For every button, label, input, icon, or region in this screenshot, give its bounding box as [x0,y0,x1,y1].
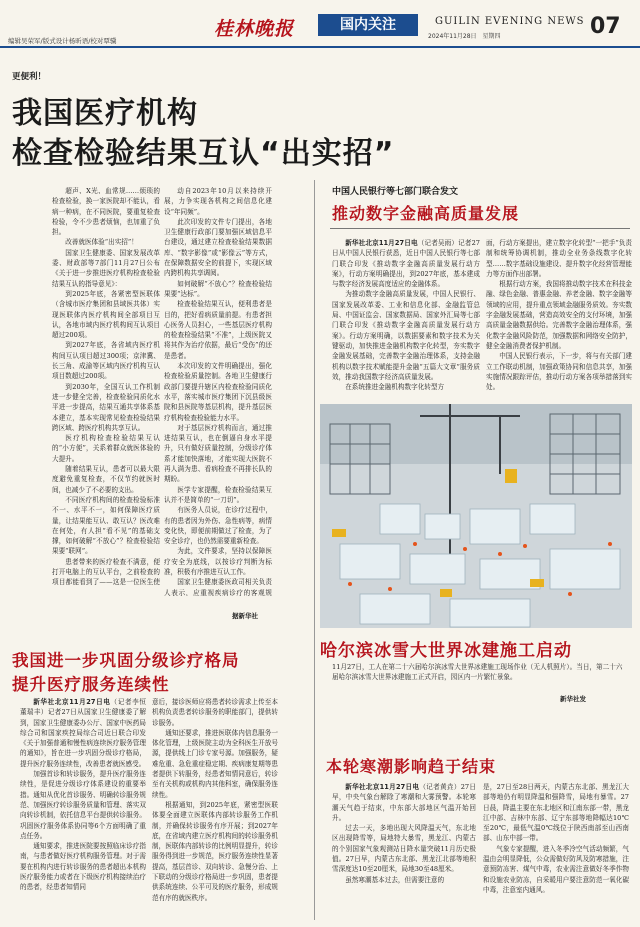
harbin-headline: 哈尔滨冰雪大世界冰建施工启动 [320,641,572,661]
photo-illustration [320,404,632,628]
paragraph: 是，27日至28日两天，内蒙古东北部、黑龙江大部等地仍有明显降温和强降雪，局地有暴雪。27日晨，降温主要在东北地区和江南东部一带，黑龙江中部、吉林中东部、辽宁东部等地降幅达10℃至20℃，最低气温0℃线位于陕西南部至山西南部、山东中部一带。 [483,783,629,843]
paragraph: 改善就医体验“出实招”！ [65,238,138,247]
paragraph: 虽然寒潮基本过去，但需要注意的 [345,875,445,884]
paragraph: 到2030年，全国互认工作机制进一步健全完善，检查检验同质化水平进一步提高，结果互通共享体系基本建立，基本实现常见检查检验结果跨区域、跨医疗机构共享互认。 [52,382,160,432]
harbin-photo-caption: 11月27日，工人在第二十六届哈尔滨冰雪大世界冰建施工现场作业（无人机照片）。当日，第二十六届哈尔滨冰雪大世界冰建施工正式开启，园区内一片繁忙景象。 [332,663,623,682]
tiers-body-column-2 [152,697,278,927]
reporter: （记者黄垚） [419,783,461,791]
paragraph: 加强首诊和转诊服务，提升医疗服务连续性，是促进分级诊疗体系建设的重要举措。通知从优化首诊服务、明确转诊服务规范、加强医疗转诊服务质量和管理、落实双向转诊机制，依托信息平台提供转诊服务。巩固医疗服务体系协同等6个方面明确了重点任务。 [20,770,146,840]
paragraph: 超声、X光、血常规……烦琐的检查检验，换一家医院却不能认，看病一种病，在不同医院，要重复检查检验，令不少患者烦恼，也加重了负担。 [52,187,160,237]
newspaper-logo: 桂林晚报 [214,18,295,40]
lead-headline-line1: 我国医疗机构 [12,96,198,131]
lead-body-column-1 [52,186,160,586]
page-number: 07 [590,14,621,39]
lead-body-column-2 [164,186,272,596]
paragraph: 国家卫生健康委医政司相关负责人表示，应重视疾病诊疗的客观规 [164,578,272,596]
dateline: 新华社北京11月27日电 [345,783,420,791]
lead-kicker: 更便利！ [12,72,47,82]
dateline: 新华社北京11月27日电 [33,698,111,706]
paragraph: 如何破解“不放心”？检查检验结果要“达标”。 [164,279,272,298]
header-divider [0,46,640,48]
paragraph: 根据通知，到2025年底，紧密型医联体要全面建立医联体内部转诊服务工作机制，并确保转诊服务有序开展；到2027年底，在省域内建立医疗机构间的转诊服务机制，医联体内部转诊的比例明显提升，转诊服务得到进一步规范，医疗服务连续性显著提高，基层首诊、双向转诊、急慢分治、上下联动的分级诊疗格局进一步巩固，患者提供系统连续、公平可及的医疗服务，形成规范有序的就医秩序。 [152,800,278,902]
paragraph: 为推动数字金融高质量发展，中国人民银行、国家发展改革委、工业和信息化部、金融监管总局、中国证监会、国家数据局、国家外汇局等七部门联合印发《推动数字金融高质量发展行动方案》。行动方案明确，以数据要素和数字技术为关键驱动，加快推进金融机构数字化转型，夯实数字金融发展基础，完善数字金融治理体系，支持金融机构以数字技术赋能提升金融“五篇大文章”服务质效，推动我国数字经济高质量发展。 [332,290,480,381]
finance-body-column-1 [332,238,480,398]
reporter: （记者吴雨） [417,239,459,247]
tiers-headline-line2: 提升医疗服务连续性 [12,675,170,694]
paragraph: 根据行动方案，我国将推动数字技术在科技金融、绿色金融、普惠金融、养老金融、数字金融等领域的应用，提升重点领域金融服务质效。夯实数字金融发展基础，营造高效安全的支付环境，加强高质量金融数据供给。完善数字金融治理体系，强化数字金融风险防范，加强数据和网络安全防护，健全金融消费者保护机制。 [486,280,632,350]
paragraph: 医疗机构检查检验结果互认的“小方便”，关系着群众就医体验的大提升。 [52,434,160,463]
paragraph: 到2025年底，各紧密型医联体（含城市医疗集团和县域医共体）实现医联体内医疗机构间全部项目互认，各地市域内医疗机构间互认项目超过200项。 [52,289,160,340]
paragraph: 记者27日从国家卫生健康委了解到，国家卫生健康委办公厅、国家中医药局综合司和国家疾控局综合司近日联合印发《关于加强普通和慢性病连续医疗服务管理的通知》，旨在进一步巩固分级诊疗格局，提升医疗服务连续性，改善患者就医感受。 [20,708,146,768]
paper-name-english: GUILIN EVENING NEWS [435,16,585,27]
column-divider [314,180,315,920]
paragraph: 动自2023年10月以来持续开展，力争实现各机构之间信息化建设“年同频”。 [164,187,272,216]
harbin-ice-construction-photo [320,404,632,628]
paragraph: 通知还要求，推进医联体内信息服务一体化管理，上级医院主动为全科医生开放号源，提供线上门诊专家号源。加强服务，疑难危重、急危重症稳定期、疾病康复期等患者提供下转服务，经患者知情同意后，转诊至有关机构或机构内其他科室，确保服务连续性。 [152,728,278,799]
paragraph: 面，行动方案提出，建立数字化转型“一把手”负责制和统筹协调机制，推动全业务条线数字化转型……数字基础设施建设、提升数字化经营管理能力等方面作出部署。 [486,239,632,278]
paragraph: 气象专家提醒，进入冬季冷空气活动频繁，气温由会明显降低，公众需做好防风及防寒措施，注意预防冻害、煤气中毒，农业需注意做好冬季作物和设施农业防冻，自采暖用户要注意防范一氧化碳中毒，注意室内通风。 [483,844,629,894]
paragraph: 有医务人员说，在诊疗过程中，有的患者因为外伤、急性病等，病情变化快，即便前期做过了检查，为了安全诊疗，也仍然需要重新检查。 [164,506,272,546]
paragraph: 为此，文件要求，坚持以保障医疗安全为底线，以按诊疗判断为标准，积极有序推进互认工作。 [164,547,272,576]
dateline: 新华社北京11月27日电 [345,239,418,247]
editor-credits: 编辑吴荣军/版式设计杨昕语/校对覃骥 [8,37,117,45]
paragraph: 本次印发的文件明确提出，强化检查检验质量控制。各地卫生健康行政部门要提升辖区内检查检验同质化水平，落实城市医疗集团下沉县级医院和县医院等基层机构，提升基层医疗机构检查检验能力水平。 [164,362,272,422]
paragraph: 到2027年底，各省域内医疗机构间互认项目超过300项；京津冀、长三角、成渝等区域内医疗机构互认项目数超过200项。 [52,341,160,381]
paragraph: 中国人民银行表示，下一步，将与有关部门建立工作联动机制，加强政策协同和信息共享，加强实施情况跟踪评估，推动行动方案各项举措落到实处。 [486,352,632,392]
paragraph: 过去一天，多地出现大风降温天气，东北地区出现降雪等，局地特大暴雪，黑龙江、内蒙古的个别国家气象观测站日降水量突破11月历史极值。27日早，内蒙古东北部、黑龙江北部等地积雪深度达10至20厘米，局地30至48厘米。 [332,824,476,874]
lead-source-credit: 据新华社 [232,612,258,620]
paragraph: 此次印发的文件专门提出，各地卫生健康行政部门要加强区域信息平台建设，通过建立检查检验结果数据库、“数字影像”或“影像云”等方式，在保障数据安全的前提下，实现区域内跨机构共享调阅。 [164,217,272,278]
paragraph: 对于基层医疗机构而言，通过推进结果互认，也在倒逼自身水平提升，只有做好质量控制，分级诊疗体系才能加快落地，才能实现大医院不再人满为患、看病检查不再排长队的期盼。 [164,423,272,484]
paragraph: 27日早，中央气象台解除了寒潮和大雾预警。本轮寒潮天气趋于结束，中东部大部地区气温开始回升。 [332,783,476,822]
paragraph: 记者27日从中国人民银行获悉，近日中国人民银行等七部门联合印发《推动数字金融高质量发展行动方案》，行动方案明确提出，到2027年底，基本建成与数字经济发展高度适应的金融体系。 [332,239,480,289]
paragraph: 患者带来的医疗检查不满意，便打开电脑上的互认平台，之前检查的项目都能看到了——这是一位医生使 [52,557,160,586]
coldwave-headline: 本轮寒潮影响趋于结束 [326,757,497,776]
paragraph: 不同医疗机构间的检查检验标准不一、水平不一，如何保障医疗质量，让结果能互认、敢互认？医改难在何处，有人担“看不见”的基础支撑，如何破解“不放心”？检查检验结果要“联网”。 [52,495,160,556]
issue-date: 2024年11月28日 星期四 [428,33,501,40]
finance-headline: 推动数字金融高质量发展 [332,204,520,223]
paragraph: 随着结果互认，患者可以最大限度避免重复检查，不仅节约就医时间，也减少了不必要的支出。 [52,465,160,494]
paragraph: 国家卫生健康委、国家发展改革委、财政部等7部门11月27日公布《关于进一步推进医疗机构检查检验结果互认的指导意见》： [52,248,160,288]
paragraph: 检查检验结果互认，便利患者是目的，把好看病质量前提。有患者担心医务人员担心，一些基层医疗机构的检查检验结果“不准”，上级医院又将其作为治疗依据，最后“受伤”的还是患者。 [164,300,272,360]
coldwave-body-column-2 [483,782,629,926]
harbin-photo-credit: 新华社发 [560,695,586,703]
paragraph: 医学专家提醒，检查检验结果互认并不是简单的“一刀切”。 [164,485,272,504]
paragraph: 通知要求，推进医院要按照临床诊疗指南，与患者做好医疗机构服务管理。对于需要在机构内进行转诊服务的患者超出本机构医疗服务能力或者在下级医疗机构接续治疗的患者，经患者知情同 [20,842,146,892]
paragraph: 在系统推进金融机构数字化转型方 [345,383,445,392]
finance-divider [330,228,630,229]
tiers-body-column-1 [20,697,146,927]
section-label: 国内关注 [318,14,418,36]
coldwave-body-column-1 [332,782,476,926]
finance-body-column-2 [486,238,632,398]
reporter: （记者李恒 董瑞丰） [20,698,146,717]
lead-headline-line2: 检查检验结果互认“出实招” [12,136,395,171]
finance-kicker: 中国人民银行等七部门联合发文 [332,187,459,197]
paragraph: 意后，接诊医师应将患者转诊需求上传至本机构负责患者转诊服务的职能部门，提供转诊服务。 [152,698,278,727]
tiers-headline-line1: 我国进一步巩固分级诊疗格局 [12,651,240,670]
